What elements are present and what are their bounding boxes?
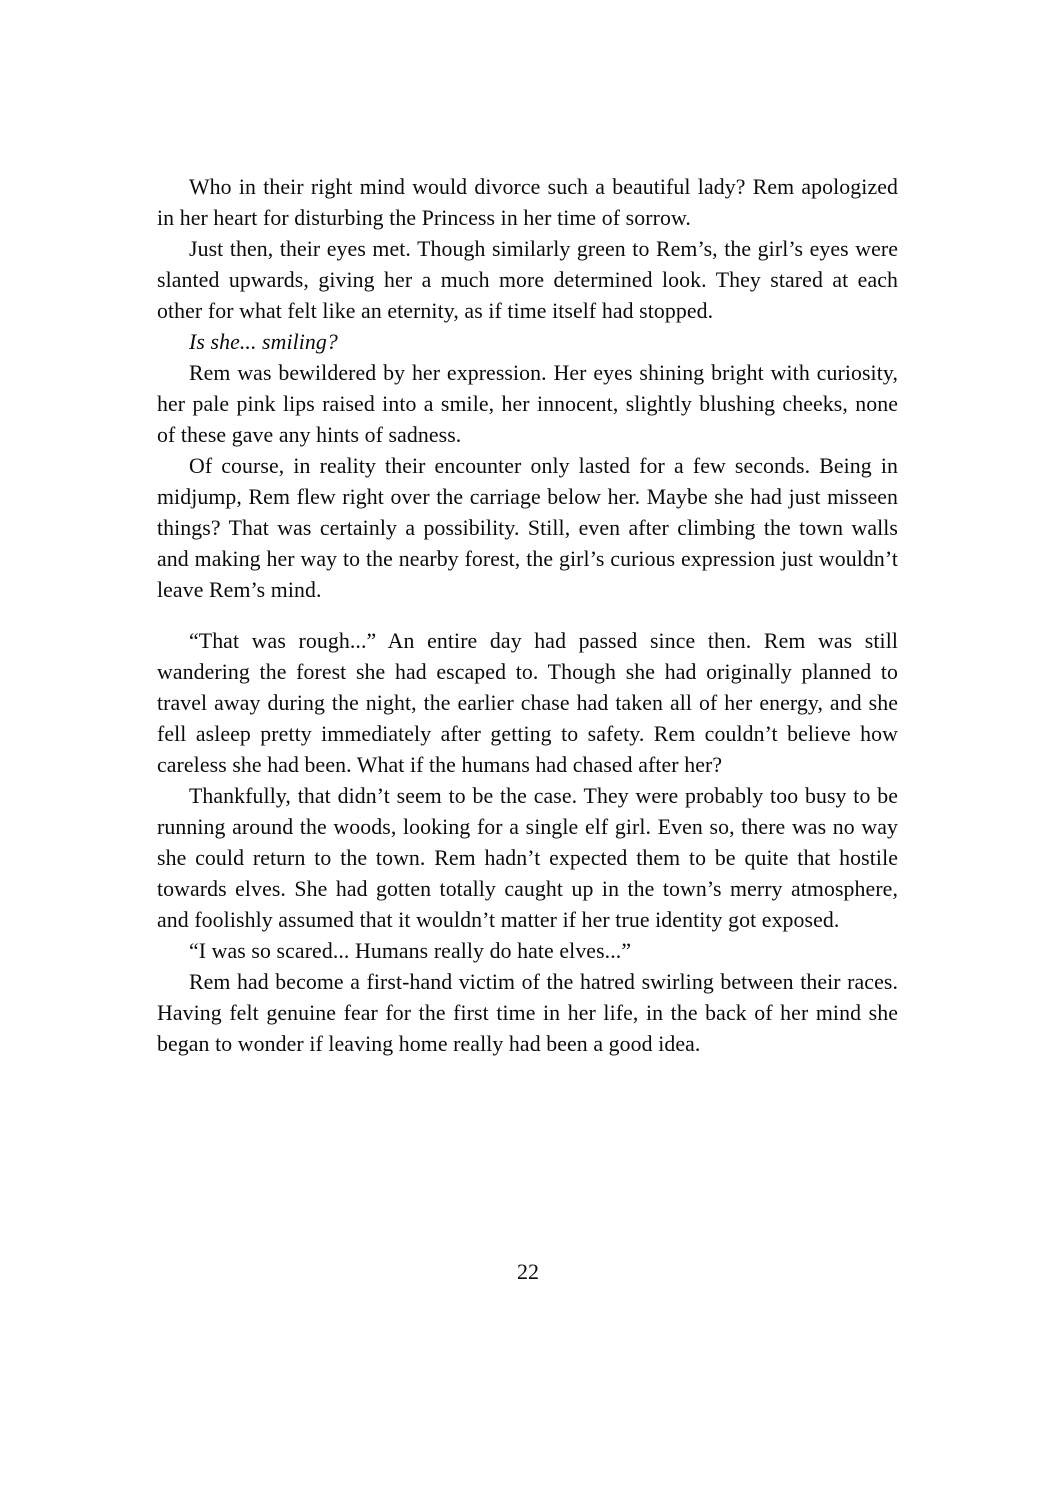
paragraph: Thankfully, that didn’t seem to be the case. They were probably too busy to be running around the woods, looking for a single elf girl. Even so, there was no way she could return to the town. Rem hadn’t expected them to be quite that hostile towards elves. She had gotten totally caught up in the town’s merry atmosphere, and foolishly assumed that it wouldn’t matter if her true identity got exposed. bbox=[157, 784, 898, 932]
paragraph: Rem had become a first-hand victim of the hatred swirling between their races. Having felt genuine fear for the first time in her life, in the back of her mind she began to wonder if leaving home really had been a good idea. bbox=[157, 970, 898, 1056]
page-number: 22 bbox=[517, 1259, 539, 1284]
paragraph: “That was rough...” An entire day had passed since then. Rem was still wandering the forest she had escaped to. Though she had originally planned to travel away during the night, the earlier chase had taken all of her energy, and she fell asleep pretty immediately after getting to safety. Rem couldn’t believe how careless she had been. What if the humans had chased after her? bbox=[157, 629, 898, 777]
paragraph: Just then, their eyes met. Though similarly green to Rem’s, the girl’s eyes were slanted upwards, giving her a much more determined look. They stared at each other for what felt like an eternity, as if time itself had stopped. bbox=[157, 237, 898, 323]
paragraph: Who in their right mind would divorce such a beautiful lady? Rem apologized in her heart for disturbing the Princess in her time of sorrow. bbox=[157, 175, 898, 230]
body-text bbox=[157, 172, 898, 1060]
paragraph: “I was so scared... Humans really do hate elves...” bbox=[189, 939, 632, 963]
paragraph: Rem was bewildered by her expression. Her eyes shining bright with curiosity, her pale pink lips raised into a smile, her innocent, slightly blushing cheeks, none of these gave any hints of sadness. bbox=[157, 361, 898, 447]
paragraph: Of course, in reality their encounter only lasted for a few seconds. Being in midjump, Rem flew right over the carriage below her. Maybe she had just misseen things? That was certainly a possibility. Still, even after climbing the town walls and making her way to the nearby forest, the girl’s curious expression just wouldn’t leave Rem’s mind. bbox=[157, 454, 898, 602]
paragraph: Is she... smiling? bbox=[189, 330, 338, 354]
